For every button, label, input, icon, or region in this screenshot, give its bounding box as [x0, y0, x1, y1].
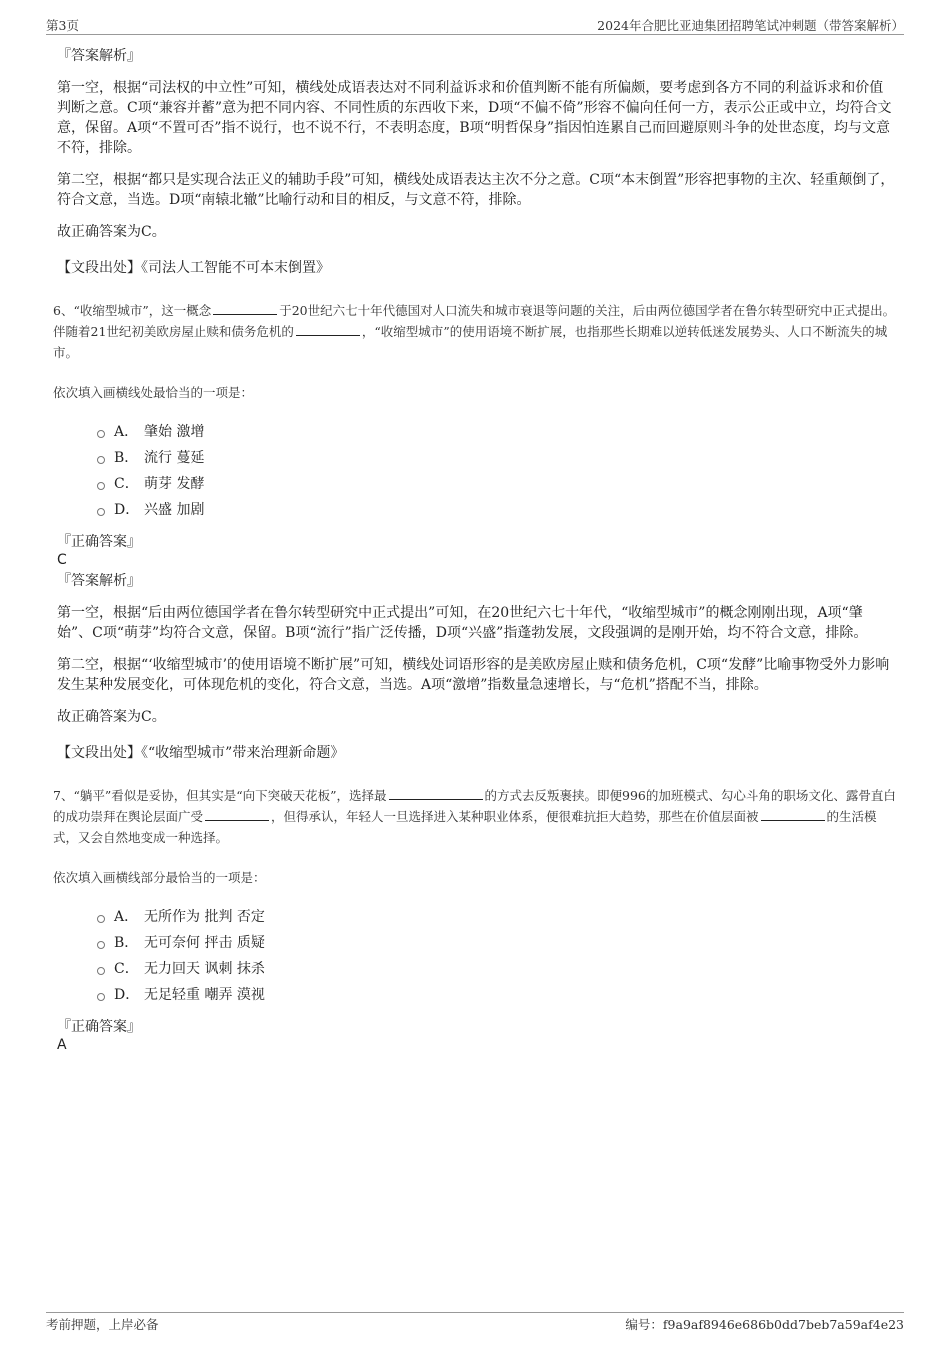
- answer-blank: [389, 785, 483, 800]
- analysis-label: 『答案解析』: [57, 48, 141, 64]
- question-7-instruction: 依次填入画横线部分最恰当的一项是：: [53, 870, 266, 885]
- page-number: 第3页: [46, 18, 79, 33]
- question-6-instruction: 依次填入画横线处最恰当的一项是：: [53, 385, 254, 400]
- radio-icon[interactable]: [97, 941, 105, 949]
- question-6-options: [97, 419, 897, 523]
- analysis-paragraph: 第二空，根据“都只是实现合法正义的辅助手段”可知，横线处成语表达主次不分之意。C项“本末倒置”形容把事物的主次、轻重颠倒了，符合文意，当选。D项“南辕北辙”比喻行动和目的相反，与文意不符，排除。: [57, 172, 895, 208]
- source-citation: 【文段出处】《司法人工智能不可本末倒置》: [57, 260, 330, 276]
- page-header: [46, 14, 904, 35]
- correct-answer-label: 『正确答案』: [57, 1019, 141, 1035]
- document-id: 编号：f9a9af8946e686b0dd7beb7a59af4e23: [625, 1317, 904, 1332]
- answer-blank: [296, 321, 360, 336]
- radio-icon[interactable]: [97, 508, 105, 516]
- correct-answer: A: [57, 1037, 67, 1053]
- option-a[interactable]: A． 无所作为 批判 否定: [97, 904, 897, 930]
- document-title: 2024年合肥比亚迪集团招聘笔试冲刺题（带答案解析）: [597, 18, 904, 33]
- analysis-paragraph: 第一空，根据“后由两位德国学者在鲁尔转型研究中正式提出”可知，在20世纪六七十年代，“收缩型城市”的概念刚刚出现，A项“肇始”、C项“萌芽”均符合文意，保留。B项“流行”指广泛传播，D项“兴盛”指蓬勃发展，文段强调的是刚开始，均不符合文意，排除。: [57, 605, 868, 641]
- page-content: [53, 46, 897, 1054]
- option-b[interactable]: B． 流行 蔓延: [97, 445, 897, 471]
- answer-blank: [213, 300, 277, 315]
- correct-answer-label: 『正确答案』: [57, 534, 141, 550]
- analysis-paragraph: 第一空，根据“司法权的中立性”可知，横线处成语表达对不同利益诉求和价值判断不能有所偏颇，要考虑到各方不同的利益诉求和价值判断之意。C项“兼容并蓄”意为把不同内容、不同性质的东西收下来，D项“不偏不倚”形容不偏向任何一方，表示公正或中立，均符合文意，保留。A项“不置可否”指不说行，也不说不行，不表明态度，B项“明哲保身”指因怕连累自己而回避原则斗争的处世态度，均与文意不符，排除。: [57, 80, 892, 156]
- analysis-label: 『答案解析』: [57, 573, 141, 589]
- answer-blank: [205, 806, 269, 821]
- conclusion: 故正确答案为C。: [57, 709, 166, 725]
- question-7-options: [97, 904, 897, 1008]
- radio-icon[interactable]: [97, 967, 105, 975]
- option-d[interactable]: D． 兴盛 加剧: [97, 497, 897, 523]
- option-d[interactable]: D． 无足轻重 嘲弄 漠视: [97, 982, 897, 1008]
- conclusion: 故正确答案为C。: [57, 224, 166, 240]
- question-6-stem: 6、“收缩型城市”，这一概念 于20世纪六七十年代德国对人口流失和城市衰退等问题的关注，后由两位德国学者在鲁尔转型研究中正式提出。伴随着21世纪初美欧房屋止赎和债务危机的 ，“收缩型城市”的使用语境不断扩展，也指那些长期难以逆转低迷发展势头、人口不断流失的城市。: [53, 300, 898, 363]
- option-c[interactable]: C． 萌芽 发酵: [97, 471, 897, 497]
- radio-icon[interactable]: [97, 993, 105, 1001]
- option-c[interactable]: C． 无力回天 讽刺 抹杀: [97, 956, 897, 982]
- option-b[interactable]: B． 无可奈何 抨击 质疑: [97, 930, 897, 956]
- page-footer: [46, 1312, 904, 1333]
- source-citation: 【文段出处】《“收缩型城市”带来治理新命题》: [57, 745, 345, 761]
- correct-answer: C: [57, 552, 67, 568]
- analysis-paragraph: 第二空，根据“‘收缩型城市’的使用语境不断扩展”可知，横线处词语形容的是美欧房屋止赎和债务危机，C项“发酵”比喻事物受外力影响发生某种发展变化，可体现危机的变化，符合文意，当选。A项“激增”指数量急速增长，与“危机”搭配不当，排除。: [57, 657, 890, 693]
- answer-blank: [761, 806, 825, 821]
- option-a[interactable]: A． 肇始 激增: [97, 419, 897, 445]
- radio-icon[interactable]: [97, 482, 105, 490]
- question-7-stem: 7、“躺平”看似是妥协，但其实是“向下突破天花板”，选择最 的方式去反叛裹挟。即便996的加班模式、勾心斗角的职场文化、露骨直白的成功崇拜在舆论层面广受 ，但得承认，年轻人一旦选择进入某种职业体系，便很难抗拒大趋势，那些在价值层面被 的生活模式，又会自然地变成一种选择。: [53, 785, 898, 848]
- radio-icon[interactable]: [97, 430, 105, 438]
- radio-icon[interactable]: [97, 915, 105, 923]
- footer-slogan: 考前押题，上岸必备: [46, 1317, 159, 1332]
- radio-icon[interactable]: [97, 456, 105, 464]
